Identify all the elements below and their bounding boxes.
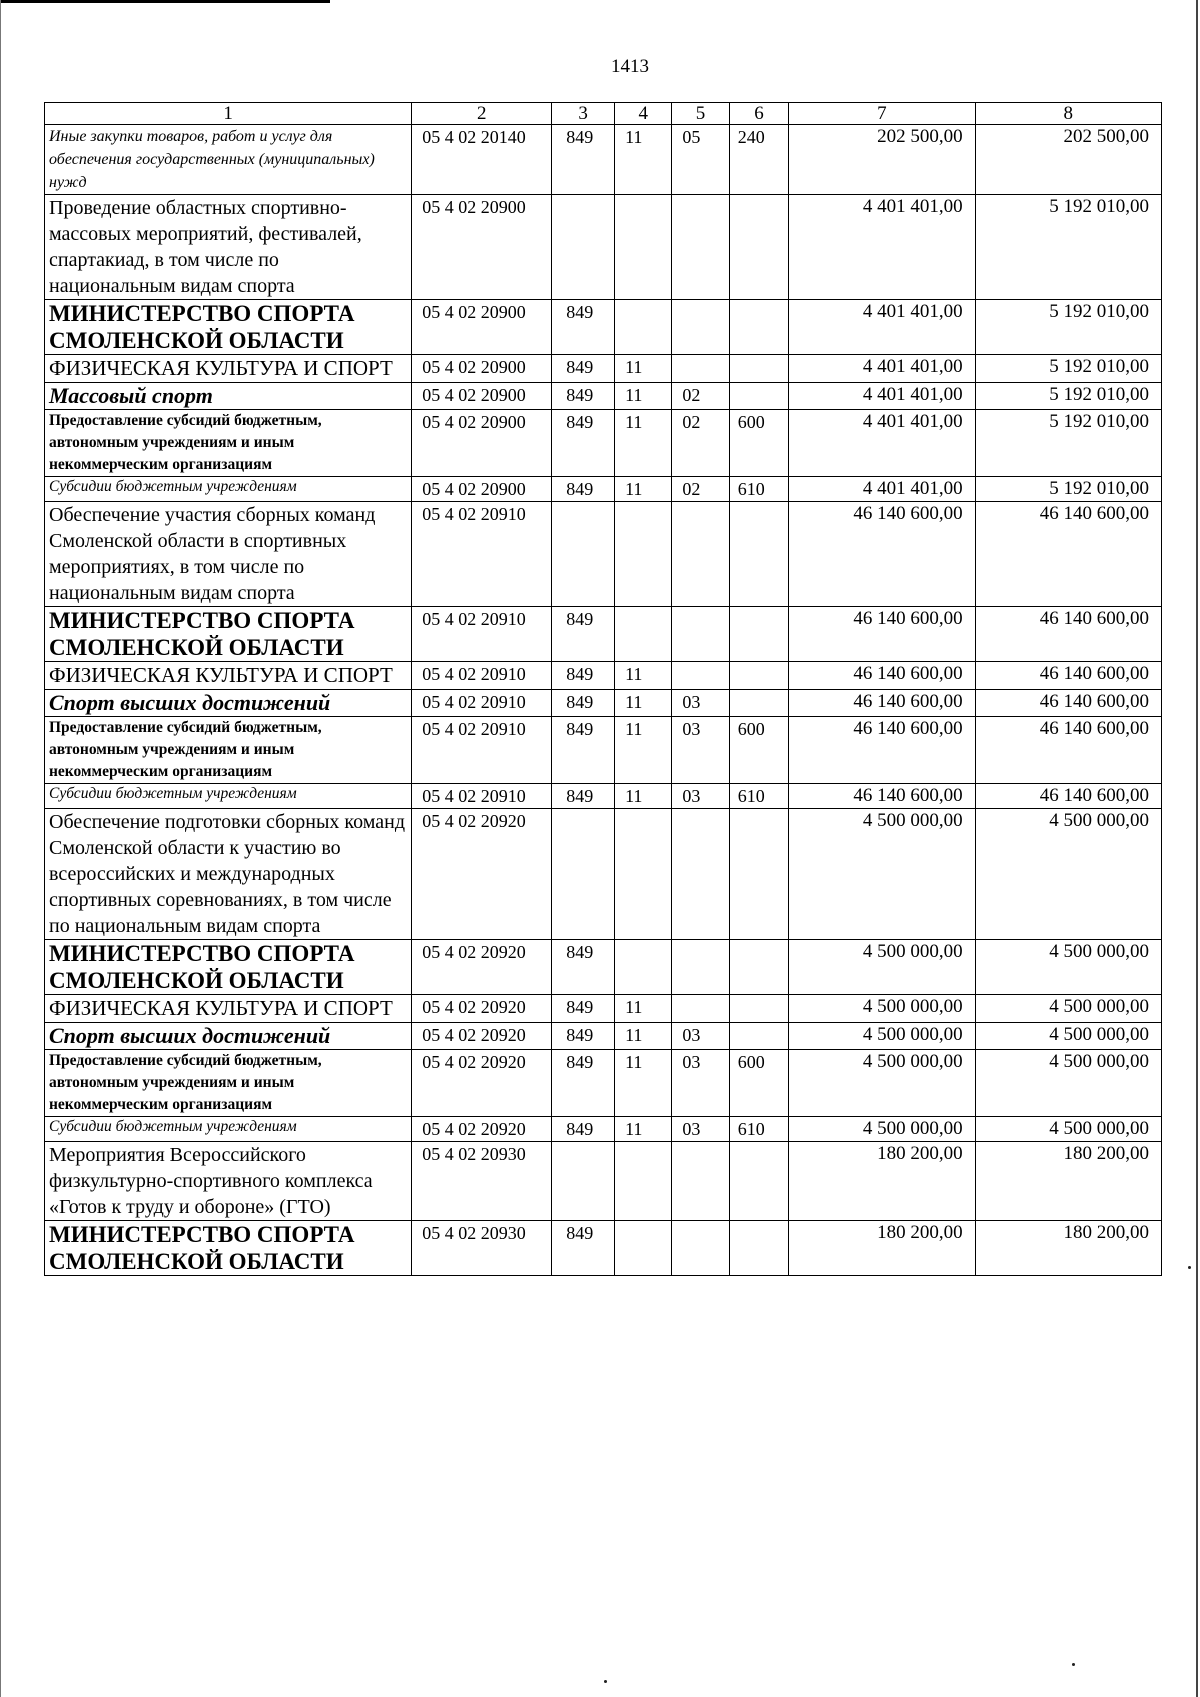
row-v7: 4 500 000,00 bbox=[789, 809, 975, 940]
row-c5: 03 bbox=[672, 784, 729, 809]
row-c6 bbox=[729, 995, 789, 1023]
row-name: Субсидии бюджетным учреждениям bbox=[45, 784, 412, 809]
row-c3: 849 bbox=[552, 1050, 615, 1117]
row-c6: 240 bbox=[729, 125, 789, 195]
row-c5: 02 bbox=[672, 410, 729, 477]
row-c4: 11 bbox=[615, 383, 672, 410]
row-code: 05 4 02 20910 bbox=[412, 607, 552, 662]
row-c6 bbox=[729, 607, 789, 662]
row-c3 bbox=[552, 809, 615, 940]
row-c6 bbox=[729, 195, 789, 300]
table-row bbox=[45, 1050, 1162, 1117]
table-row bbox=[45, 607, 1162, 662]
row-v8: 202 500,00 bbox=[975, 125, 1161, 195]
row-v8: 5 192 010,00 bbox=[975, 383, 1161, 410]
table-row bbox=[45, 690, 1162, 717]
row-v7: 202 500,00 bbox=[789, 125, 975, 195]
row-c5: 03 bbox=[672, 690, 729, 717]
row-name: Спорт высших достижений bbox=[45, 690, 412, 717]
row-c3: 849 bbox=[552, 1117, 615, 1142]
row-c4: 11 bbox=[615, 125, 672, 195]
table-row bbox=[45, 195, 1162, 300]
column-header: 1 bbox=[45, 103, 412, 125]
row-c5 bbox=[672, 809, 729, 940]
row-code: 05 4 02 20900 bbox=[412, 383, 552, 410]
row-v7: 180 200,00 bbox=[789, 1142, 975, 1221]
row-code: 05 4 02 20920 bbox=[412, 995, 552, 1023]
row-c4 bbox=[615, 607, 672, 662]
row-v8: 5 192 010,00 bbox=[975, 477, 1161, 502]
table-row bbox=[45, 784, 1162, 809]
budget-table bbox=[44, 102, 1162, 1276]
column-header: 2 bbox=[412, 103, 552, 125]
row-code: 05 4 02 20910 bbox=[412, 784, 552, 809]
row-c6 bbox=[729, 690, 789, 717]
row-v8: 46 140 600,00 bbox=[975, 607, 1161, 662]
row-c6: 600 bbox=[729, 1050, 789, 1117]
row-c5 bbox=[672, 995, 729, 1023]
scan-edge bbox=[0, 0, 1, 1697]
row-c3: 849 bbox=[552, 1023, 615, 1050]
row-v7: 4 500 000,00 bbox=[789, 940, 975, 995]
row-c3 bbox=[552, 1142, 615, 1221]
row-c5 bbox=[672, 195, 729, 300]
row-c3: 849 bbox=[552, 477, 615, 502]
row-v7: 46 140 600,00 bbox=[789, 784, 975, 809]
row-v8: 46 140 600,00 bbox=[975, 717, 1161, 784]
row-c5 bbox=[672, 1221, 729, 1276]
row-c3: 849 bbox=[552, 300, 615, 355]
row-c6 bbox=[729, 809, 789, 940]
row-name: Предоставление субсидий бюджетным, автономным учреждениям и иным некоммерческим организациям bbox=[45, 410, 412, 477]
row-c5 bbox=[672, 607, 729, 662]
row-c5 bbox=[672, 300, 729, 355]
row-c5: 05 bbox=[672, 125, 729, 195]
row-v7: 4 500 000,00 bbox=[789, 1050, 975, 1117]
row-c4: 11 bbox=[615, 410, 672, 477]
row-code: 05 4 02 20930 bbox=[412, 1142, 552, 1221]
row-code: 05 4 02 20920 bbox=[412, 940, 552, 995]
row-c6 bbox=[729, 662, 789, 690]
row-name: Спорт высших достижений bbox=[45, 1023, 412, 1050]
row-c3: 849 bbox=[552, 717, 615, 784]
table-row bbox=[45, 1117, 1162, 1142]
row-c5 bbox=[672, 662, 729, 690]
row-c5: 03 bbox=[672, 1050, 729, 1117]
row-c3: 849 bbox=[552, 940, 615, 995]
table-row bbox=[45, 300, 1162, 355]
table-row bbox=[45, 410, 1162, 477]
row-name: Обеспечение участия сборных команд Смоленской области в спортивных мероприятиях, в том числе по национальным видам спорта bbox=[45, 502, 412, 607]
scan-speck bbox=[1188, 1266, 1191, 1269]
row-c6: 610 bbox=[729, 784, 789, 809]
row-c5 bbox=[672, 502, 729, 607]
row-c5: 02 bbox=[672, 383, 729, 410]
row-c3: 849 bbox=[552, 690, 615, 717]
column-header: 7 bbox=[789, 103, 975, 125]
row-v8: 5 192 010,00 bbox=[975, 195, 1161, 300]
row-c5 bbox=[672, 355, 729, 383]
row-v8: 5 192 010,00 bbox=[975, 300, 1161, 355]
row-v8: 180 200,00 bbox=[975, 1221, 1161, 1276]
row-name: Иные закупки товаров, работ и услуг для обеспечения государственных (муниципальных) нужд bbox=[45, 125, 412, 195]
row-c6 bbox=[729, 1142, 789, 1221]
scan-speck bbox=[604, 1680, 607, 1683]
column-header: 6 bbox=[729, 103, 789, 125]
row-c3 bbox=[552, 502, 615, 607]
row-v7: 4 401 401,00 bbox=[789, 195, 975, 300]
row-c4: 11 bbox=[615, 717, 672, 784]
row-c6 bbox=[729, 355, 789, 383]
row-c3 bbox=[552, 195, 615, 300]
table-row bbox=[45, 1023, 1162, 1050]
row-v8: 46 140 600,00 bbox=[975, 690, 1161, 717]
row-code: 05 4 02 20900 bbox=[412, 355, 552, 383]
scan-speck bbox=[1072, 1663, 1075, 1666]
row-code: 05 4 02 20910 bbox=[412, 717, 552, 784]
row-name: Проведение областных спортивно-массовых мероприятий, фестивалей, спартакиад, в том числе по национальным видам спорта bbox=[45, 195, 412, 300]
row-v8: 4 500 000,00 bbox=[975, 1023, 1161, 1050]
row-v7: 4 401 401,00 bbox=[789, 410, 975, 477]
row-c3: 849 bbox=[552, 1221, 615, 1276]
row-c4: 11 bbox=[615, 1023, 672, 1050]
row-v7: 180 200,00 bbox=[789, 1221, 975, 1276]
row-name: МИНИСТЕРСТВО СПОРТА СМОЛЕНСКОЙ ОБЛАСТИ bbox=[45, 1221, 412, 1276]
row-c5: 03 bbox=[672, 1117, 729, 1142]
row-v7: 4 401 401,00 bbox=[789, 383, 975, 410]
row-v7: 4 500 000,00 bbox=[789, 995, 975, 1023]
row-c6 bbox=[729, 502, 789, 607]
table-row bbox=[45, 1221, 1162, 1276]
row-c3: 849 bbox=[552, 662, 615, 690]
row-c5 bbox=[672, 1142, 729, 1221]
row-c6 bbox=[729, 300, 789, 355]
row-v7: 46 140 600,00 bbox=[789, 662, 975, 690]
row-code: 05 4 02 20930 bbox=[412, 1221, 552, 1276]
row-name: Субсидии бюджетным учреждениям bbox=[45, 477, 412, 502]
row-v8: 4 500 000,00 bbox=[975, 995, 1161, 1023]
row-name: Мероприятия Всероссийского физкультурно-спортивного комплекса «Готов к труду и обороне» (ГТО) bbox=[45, 1142, 412, 1221]
row-name: Массовый спорт bbox=[45, 383, 412, 410]
column-header: 3 bbox=[552, 103, 615, 125]
row-name: МИНИСТЕРСТВО СПОРТА СМОЛЕНСКОЙ ОБЛАСТИ bbox=[45, 940, 412, 995]
row-c4: 11 bbox=[615, 1050, 672, 1117]
table-row bbox=[45, 809, 1162, 940]
table-row bbox=[45, 940, 1162, 995]
row-name: Обеспечение подготовки сборных команд Смоленской области к участию во всероссийских и международных спортивных соревнованиях, в том числе по национальным видам спорта bbox=[45, 809, 412, 940]
row-c4: 11 bbox=[615, 477, 672, 502]
row-c4: 11 bbox=[615, 355, 672, 383]
row-c6: 600 bbox=[729, 410, 789, 477]
row-v7: 46 140 600,00 bbox=[789, 607, 975, 662]
row-code: 05 4 02 20900 bbox=[412, 477, 552, 502]
row-name: Предоставление субсидий бюджетным, автономным учреждениям и иным некоммерческим организациям bbox=[45, 1050, 412, 1117]
scan-edge bbox=[0, 0, 330, 3]
row-c6 bbox=[729, 940, 789, 995]
table-row bbox=[45, 502, 1162, 607]
row-v7: 46 140 600,00 bbox=[789, 502, 975, 607]
row-c6: 600 bbox=[729, 717, 789, 784]
scan-edge bbox=[1196, 0, 1198, 1697]
row-v8: 4 500 000,00 bbox=[975, 1117, 1161, 1142]
table-row bbox=[45, 662, 1162, 690]
table-header-row bbox=[45, 103, 1162, 125]
column-header: 4 bbox=[615, 103, 672, 125]
row-c5: 03 bbox=[672, 717, 729, 784]
row-c4: 11 bbox=[615, 995, 672, 1023]
column-header: 8 bbox=[975, 103, 1161, 125]
row-code: 05 4 02 20920 bbox=[412, 809, 552, 940]
row-v8: 46 140 600,00 bbox=[975, 502, 1161, 607]
row-name: ФИЗИЧЕСКАЯ КУЛЬТУРА И СПОРТ bbox=[45, 995, 412, 1023]
row-c4: 11 bbox=[615, 662, 672, 690]
row-code: 05 4 02 20910 bbox=[412, 690, 552, 717]
row-c4 bbox=[615, 809, 672, 940]
row-c4 bbox=[615, 1142, 672, 1221]
row-c3: 849 bbox=[552, 355, 615, 383]
row-v7: 4 500 000,00 bbox=[789, 1117, 975, 1142]
row-code: 05 4 02 20910 bbox=[412, 502, 552, 607]
table-row bbox=[45, 995, 1162, 1023]
row-name: МИНИСТЕРСТВО СПОРТА СМОЛЕНСКОЙ ОБЛАСТИ bbox=[45, 300, 412, 355]
row-c4 bbox=[615, 1221, 672, 1276]
row-c4: 11 bbox=[615, 690, 672, 717]
row-v7: 4 401 401,00 bbox=[789, 300, 975, 355]
row-code: 05 4 02 20920 bbox=[412, 1050, 552, 1117]
row-v8: 4 500 000,00 bbox=[975, 940, 1161, 995]
row-name: ФИЗИЧЕСКАЯ КУЛЬТУРА И СПОРТ bbox=[45, 662, 412, 690]
row-v8: 5 192 010,00 bbox=[975, 355, 1161, 383]
row-v7: 4 401 401,00 bbox=[789, 355, 975, 383]
row-c3: 849 bbox=[552, 383, 615, 410]
row-v8: 5 192 010,00 bbox=[975, 410, 1161, 477]
table-row bbox=[45, 355, 1162, 383]
row-c5: 02 bbox=[672, 477, 729, 502]
row-code: 05 4 02 20920 bbox=[412, 1023, 552, 1050]
row-c5 bbox=[672, 940, 729, 995]
row-name: Субсидии бюджетным учреждениям bbox=[45, 1117, 412, 1142]
row-c3: 849 bbox=[552, 410, 615, 477]
row-c3: 849 bbox=[552, 125, 615, 195]
table-row bbox=[45, 383, 1162, 410]
table-row bbox=[45, 1142, 1162, 1221]
row-c4 bbox=[615, 940, 672, 995]
row-c6 bbox=[729, 383, 789, 410]
row-c6 bbox=[729, 1221, 789, 1276]
row-code: 05 4 02 20900 bbox=[412, 410, 552, 477]
table-row bbox=[45, 717, 1162, 784]
table-row bbox=[45, 477, 1162, 502]
row-c5: 03 bbox=[672, 1023, 729, 1050]
row-c4 bbox=[615, 300, 672, 355]
row-v8: 4 500 000,00 bbox=[975, 1050, 1161, 1117]
column-header: 5 bbox=[672, 103, 729, 125]
row-c3: 849 bbox=[552, 784, 615, 809]
row-c3: 849 bbox=[552, 607, 615, 662]
row-name: ФИЗИЧЕСКАЯ КУЛЬТУРА И СПОРТ bbox=[45, 355, 412, 383]
row-c3: 849 bbox=[552, 995, 615, 1023]
row-code: 05 4 02 20140 bbox=[412, 125, 552, 195]
row-c4: 11 bbox=[615, 1117, 672, 1142]
row-name: Предоставление субсидий бюджетным, автономным учреждениям и иным некоммерческим организациям bbox=[45, 717, 412, 784]
row-v8: 4 500 000,00 bbox=[975, 809, 1161, 940]
row-v8: 46 140 600,00 bbox=[975, 784, 1161, 809]
table-row bbox=[45, 125, 1162, 195]
row-c6: 610 bbox=[729, 477, 789, 502]
row-c4: 11 bbox=[615, 784, 672, 809]
row-name: МИНИСТЕРСТВО СПОРТА СМОЛЕНСКОЙ ОБЛАСТИ bbox=[45, 607, 412, 662]
row-c6 bbox=[729, 1023, 789, 1050]
row-v7: 46 140 600,00 bbox=[789, 690, 975, 717]
row-v8: 46 140 600,00 bbox=[975, 662, 1161, 690]
row-v7: 4 401 401,00 bbox=[789, 477, 975, 502]
row-v7: 4 500 000,00 bbox=[789, 1023, 975, 1050]
row-c4 bbox=[615, 195, 672, 300]
row-code: 05 4 02 20900 bbox=[412, 195, 552, 300]
row-code: 05 4 02 20900 bbox=[412, 300, 552, 355]
row-c6: 610 bbox=[729, 1117, 789, 1142]
row-v7: 46 140 600,00 bbox=[789, 717, 975, 784]
row-code: 05 4 02 20920 bbox=[412, 1117, 552, 1142]
row-code: 05 4 02 20910 bbox=[412, 662, 552, 690]
row-v8: 180 200,00 bbox=[975, 1142, 1161, 1221]
page-number: 1413 bbox=[611, 56, 649, 77]
row-c4 bbox=[615, 502, 672, 607]
